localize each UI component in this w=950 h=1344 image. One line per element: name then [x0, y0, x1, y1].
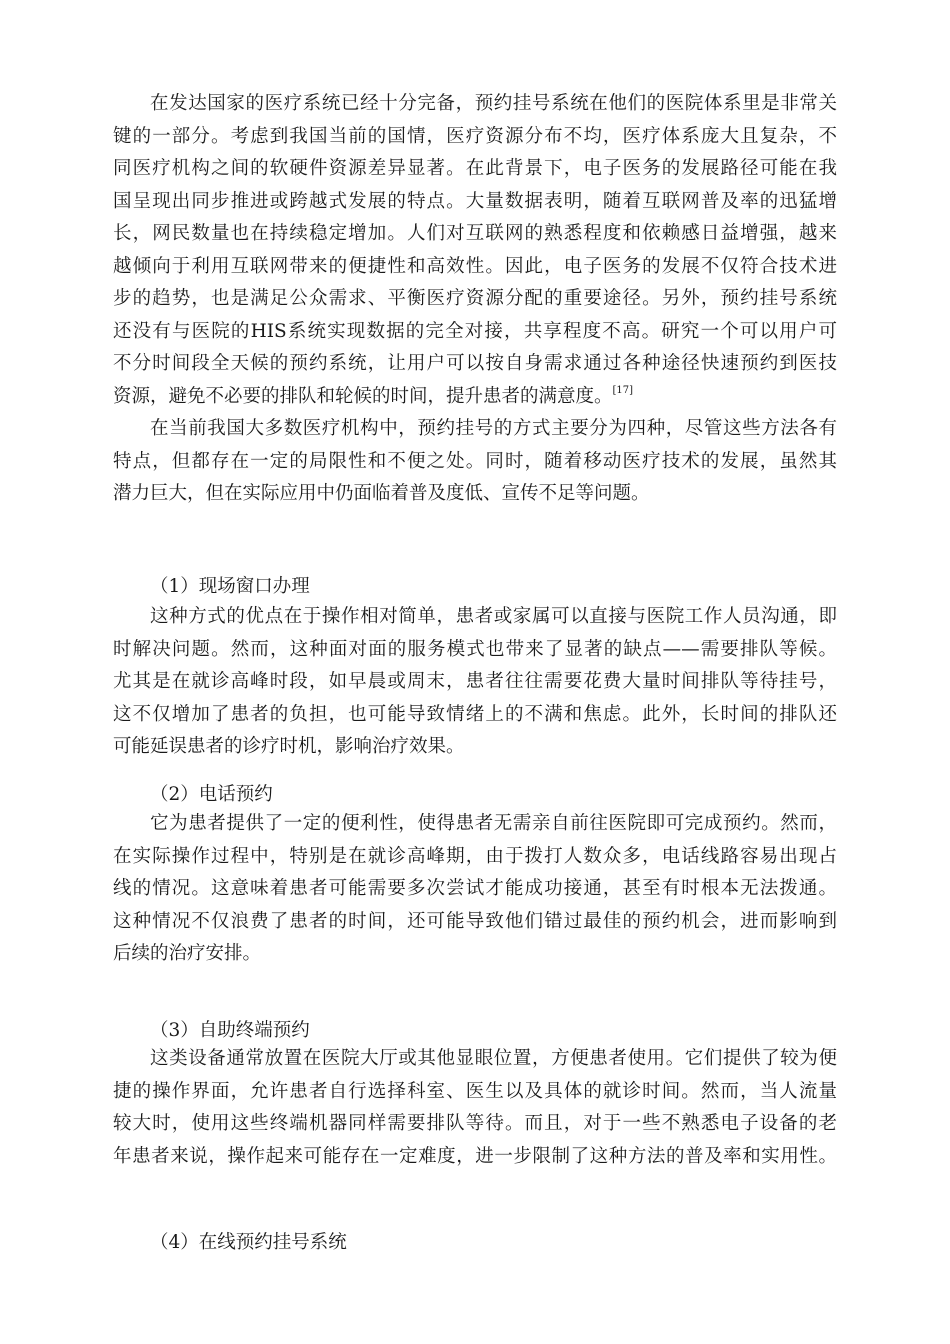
section-heading-window: （1）现场窗口办理 [150, 576, 310, 597]
text-line: 国呈现出同步推进或跨越式发展的特点。大量数据表明，随着互联网普及率的迅猛增 [113, 190, 837, 212]
text-line: 不分时间段全天候的预约系统，让用户可以按自身需求通过各种途径快速预约到医技 [113, 353, 837, 374]
text-line: 步的趋势，也是满足公众需求、平衡医疗资源分配的重要途径。另外，预约挂号系统 [113, 288, 837, 309]
section-heading-kiosk: （3）自助终端预约 [150, 1020, 310, 1041]
text-line: 年患者来说，操作起来可能存在一定难度，进一步限制了这种方法的普及率和实用性。 [113, 1145, 837, 1167]
text-line: 在实际操作过程中，特别是在就诊高峰期，由于拨打人数众多，电话线路容易出现占 [113, 845, 837, 867]
text-line: 捷的操作界面，允许患者自行选择科室、医生以及具体的就诊时间。然而，当人流量 [113, 1080, 837, 1102]
text-line: 后续的治疗安排。 [113, 943, 262, 964]
text-line: 它为患者提供了一定的便利性，使得患者无需亲自前往医院即可完成预约。然而， [150, 813, 837, 834]
text-line: 这种情况不仅浪费了患者的时间，还可能导致他们错过最佳的预约机会，进而影响到 [113, 910, 837, 932]
text-line: 长，网民数量也在持续稳定增加。人们对互联网的熟悉程度和依赖感日益增强，越来 [113, 223, 837, 244]
paragraph-intro [113, 88, 837, 413]
text-line: 同医疗机构之间的软硬件资源差异显著。在此背景下，电子医务的发展路径可能在我 [113, 158, 837, 179]
text-line: 这不仅增加了患者的负担，也可能导致情绪上的不满和焦虑。此外，长时间的排队还 [113, 703, 837, 725]
text-line: 越倾向于利用互联网带来的便捷性和高效性。因此，电子医务的发展不仅符合技术进 [113, 255, 837, 277]
paragraph-phone [113, 808, 837, 971]
text-line-last [113, 381, 837, 414]
text-line: 可能延误患者的诊疗时机，影响治疗效果。 [113, 736, 465, 757]
text-line: 还没有与医院的HIS系统实现数据的完全对接，共享程度不高。研究一个可以用户可 [113, 320, 837, 342]
text-line: 线的情况。这意味着患者可能需要多次尝试才能成功接通，甚至有时根本无法拨通。 [113, 878, 837, 899]
text-line: 特点，但都存在一定的局限性和不便之处。同时，随着移动医疗技术的发展，虽然其 [113, 450, 837, 472]
text-line: 键的一部分。考虑到我国当前的国情，医疗资源分布不均，医疗体系庞大且复杂，不 [113, 125, 837, 147]
section-heading-phone: （2）电话预约 [150, 784, 273, 805]
text-line: 较大时，使用这些终端机器同样需要排队等待。而且，对于一些不熟悉电子设备的老 [113, 1113, 837, 1134]
text-line: 在发达国家的医疗系统已经十分完备，预约挂号系统在他们的医院体系里是非常关 [150, 93, 837, 114]
text-line: 潜力巨大，但在实际应用中仍面临着普及度低、宣传不足等问题。 [113, 483, 650, 504]
paragraph-methods-overview [113, 413, 837, 511]
text-line: 这种方式的优点在于操作相对简单，患者或家属可以直接与医院工作人员沟通，即 [150, 606, 837, 627]
text-line: 在当前我国大多数医疗机构中，预约挂号的方式主要分为四种，尽管这些方法各有 [150, 418, 837, 439]
paragraph-kiosk [113, 1043, 837, 1173]
text-line: 这类设备通常放置在医院大厅或其他显眼位置，方便患者使用。它们提供了较为便 [150, 1048, 837, 1069]
text-line: 时解决问题。然而，这种面对面的服务模式也带来了显著的缺点——需要排队等候。 [113, 638, 837, 660]
text-line: 资源，避免不必要的排队和轮候的时间，提升患者的满意度。 [113, 385, 613, 407]
paragraph-window [113, 601, 837, 764]
section-heading-online: （4）在线预约挂号系统 [150, 1232, 347, 1253]
text-line: 尤其是在就诊高峰时段，如早晨或周末，患者往往需要花费大量时间排队等待挂号， [113, 671, 837, 692]
citation-ref: [17] [612, 384, 634, 396]
